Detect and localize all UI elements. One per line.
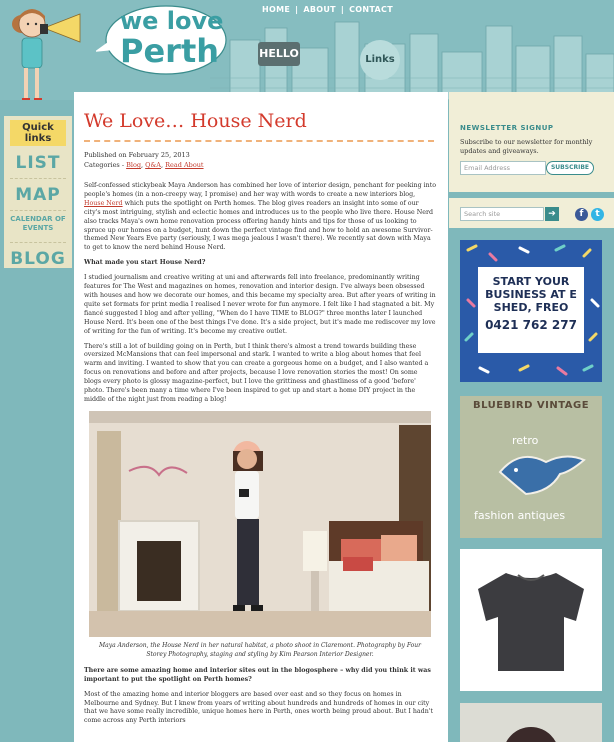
newsletter-signup (449, 92, 614, 192)
house-nerd-link[interactable]: House Nerd (84, 199, 123, 207)
post-categories: Categories - Blog, Q&A, Read About (84, 161, 204, 169)
nav-separator: | (340, 5, 345, 14)
logo-line-2: Perth (120, 32, 220, 70)
ad-eshed-freo[interactable] (460, 240, 602, 382)
category-link-blog[interactable]: Blog (126, 161, 142, 169)
question-1: What made you start House Nerd? (84, 259, 206, 267)
top-navigation (262, 5, 393, 14)
ad-bottom-graphic (460, 703, 602, 742)
main-content (74, 92, 448, 742)
post-body (84, 182, 436, 732)
quick-link-calendar-of-events[interactable]: CALENDAR OF EVENTS (10, 213, 66, 243)
search-input[interactable]: Search site (460, 207, 544, 221)
logo-line-1: we love (120, 7, 224, 35)
bluebird-icon (490, 442, 590, 502)
published-date: Published on February 25, 2013 (84, 151, 190, 159)
girl-megaphone-illustration (4, 2, 100, 100)
quick-link-list[interactable]: LIST (10, 149, 66, 179)
hello-sign: HELLO (258, 42, 300, 66)
nav-contact-link[interactable]: CONTACT (349, 5, 393, 14)
answer-1: I studied journalism and creative writing at uni and afterwards fell into freelance, predominantly writing features for The West and magazines on homes, renovation and interior design. I've always been obsessed with houses and how we decorate our homes, and this became my specialty area. But after years of writing in quite set formats for print media I realised I never wrote for fun anymore. I felt like I had stagnated a bit. My fiancé suggested I blog and after yelling, "When do I have TIME to BLOG?" three months later I launched House Nerd. It's been one of the best things I've done. It's a side project, but it's made me rediscover my love of writing for the fun of writing. It's become my creative outlet. (84, 274, 436, 335)
sidebar (449, 92, 614, 742)
facebook-icon[interactable]: f (575, 208, 588, 221)
newsletter-description: Subscribe to our newsletter for monthly updates and giveaways. (460, 138, 593, 155)
links-bubble[interactable]: Links (360, 40, 400, 80)
answer-2: Most of the amazing home and interior bloggers are based over east and so they focus on homes in Melbourne and Sydney. But I knew from years of writing about hundreds and hundreds of homes in our city that we have some really incredible, unique homes here in Perth, ones worth being proud about. But I hadn't come across any Perth interiors (84, 690, 434, 725)
question-2: There are some amazing home and interior sites out in the blogosphere – why did you think it was important to put the spotlight on Perth homes? (84, 666, 431, 683)
sweater-icon (460, 549, 602, 691)
nav-home-link[interactable]: HOME (262, 5, 291, 14)
quick-link-map[interactable]: MAP (10, 181, 66, 211)
photo-caption: Maya Anderson, the House Nerd in her natural habitat, a photo shoot in Claremont. Photography by Four Storey Photography, staging and styling by Kim Pearson Interior Designer. (98, 641, 422, 658)
intro-paragraph (84, 182, 436, 253)
ad-bluebird-vintage[interactable] (460, 396, 602, 538)
search-submit-button[interactable]: ➔ (545, 207, 559, 221)
ad-bluebird-retro: retro (512, 434, 539, 447)
ad-eshed-phone: 0421 762 277 (485, 318, 577, 332)
ad-bluebird-title: BLUEBIRD VINTAGE (472, 400, 590, 411)
subscribe-button[interactable]: SUBSCRIBE (546, 161, 594, 175)
ad-sweater[interactable] (460, 549, 602, 691)
quick-links-title: Quick links (10, 120, 66, 146)
answer-1b: There's still a lot of building going on in Perth, but I think there's almost a trend towards building these oversized McMansions that can feel impersonal and stark. I wanted to write a blog about homes that feel warm and inviting. I wanted to show that you can create a gorgeous home on a budget, and I also wanted a focus on renovations and before and after projects, because I love renovation stories the most! On some blogs every photo is glossy magazine-perfect, but I love the grittiness and ghastliness of a good 'before' photo. There's been many a time where I've been inspired to get up and start a home DIY project in the middle of the night just from reading a blog! (84, 342, 429, 403)
post-title: We Love… House Nerd (84, 110, 307, 132)
nav-separator: | (295, 5, 299, 14)
twitter-icon[interactable]: t (591, 208, 604, 221)
ad-eshed-panel (478, 267, 584, 353)
post-meta (84, 150, 204, 170)
intro-text-after: which puts the spotlight on Perth homes. The blog gives readers an insight into some of our city's most intriguing, stylish and eclectic homes and introduces us to the people who live there. House Nerd also tracks Maya's own home renovation process offering handy hints and tips for those of us looking to spruce up our homes on a budget, hunt down the perfect vintage find and how to hold an awesome Survivor-themed New Years Eve party (seriously, I was mega jealous I wasn't there). We recently sat down with Maya to get to know the nerd behind House Nerd. (84, 199, 434, 252)
nav-about-link[interactable]: ABOUT (303, 5, 336, 14)
search-bar (449, 198, 614, 228)
intro-text-before: Self-confessed stickybeak Maya Anderson has combined her love of interior design, penchant for peeking into people's homes (in a non-creepy way, I promise) and her way with words to create a new interiors blog, (84, 182, 437, 198)
maya-anderson-photo[interactable] (89, 411, 431, 637)
ad-bottom[interactable] (460, 703, 602, 742)
category-link-qa[interactable]: Q&A (145, 161, 161, 169)
category-link-read-about[interactable]: Read About (165, 161, 204, 169)
email-input[interactable]: Email Address (460, 161, 546, 175)
categories-label: Categories - (84, 161, 127, 169)
site-logo[interactable] (120, 6, 230, 70)
site-header (0, 0, 614, 100)
quick-link-blog[interactable]: BLOG (10, 249, 66, 269)
ad-eshed-headline: START YOUR BUSINESS AT E SHED, FREO (485, 275, 577, 314)
ad-bluebird-tagline: fashion antiques (474, 509, 566, 522)
title-divider (84, 140, 434, 142)
quick-links-panel (4, 116, 72, 268)
newsletter-heading: NEWSLETTER SIGNUP (460, 124, 554, 132)
